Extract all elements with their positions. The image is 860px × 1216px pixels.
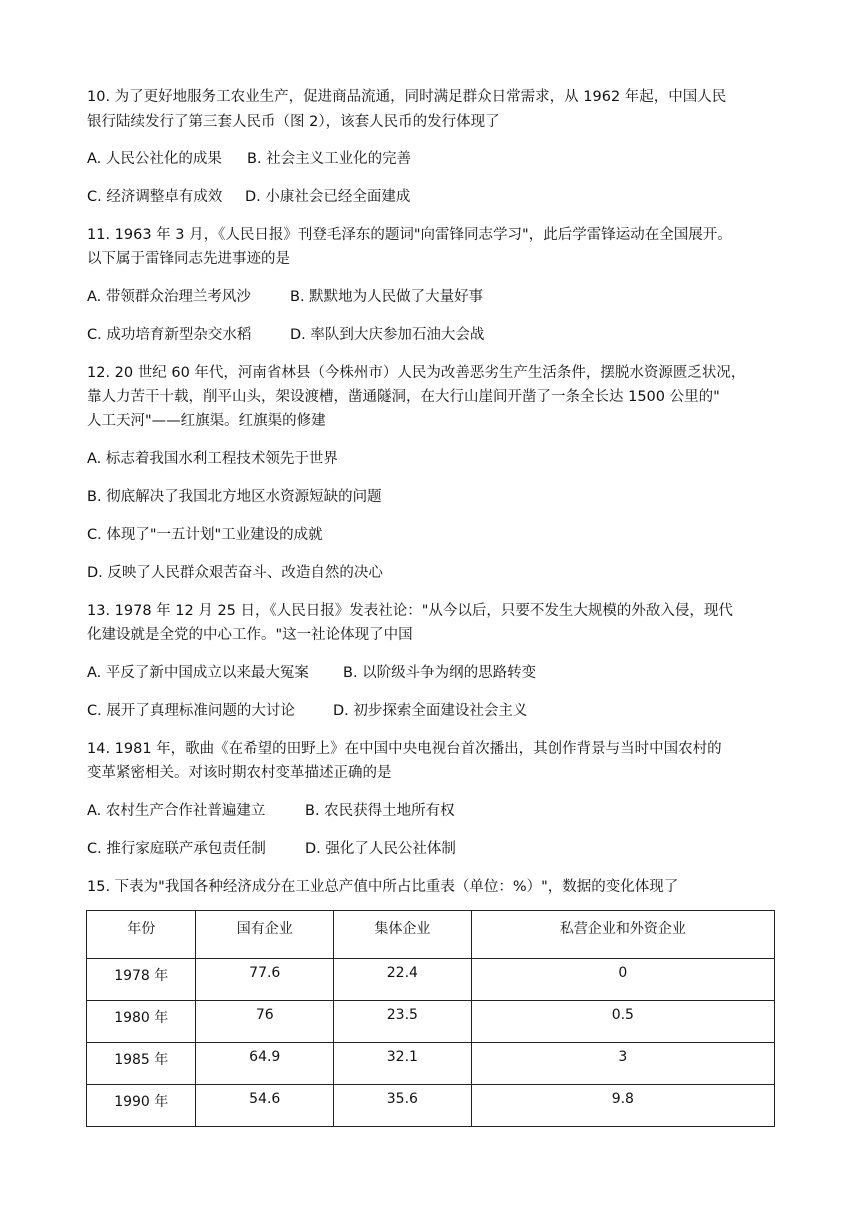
q12-option-d[interactable]: D. 反映了人民群众艰苦奋斗、改造自然的决心 bbox=[87, 565, 383, 581]
q11-stem-line1: 11. 1963 年 3 月，《人民日报》刊登毛泽东的题词"向雷锋同志学习"，此后学雷锋运动在全国展开。 bbox=[87, 227, 732, 243]
table-cell: 0.5 bbox=[471, 1001, 774, 1043]
q14-option-b[interactable]: B. 农民获得土地所有权 bbox=[305, 803, 455, 819]
table-header-state-owned: 国有企业 bbox=[196, 911, 334, 959]
table-cell: 77.6 bbox=[196, 959, 334, 1001]
q11-option-d[interactable]: D. 率队到大庆参加石油大会战 bbox=[290, 327, 485, 343]
q10-stem-line2: 银行陆续发行了第三套人民币（图 2），该套人民币的发行体现了 bbox=[87, 114, 500, 130]
table-cell: 0 bbox=[471, 959, 774, 1001]
table-row bbox=[87, 959, 775, 1001]
table-header-year: 年份 bbox=[87, 911, 196, 959]
table-row bbox=[87, 1085, 775, 1127]
q14-stem-line1: 14. 1981 年，歌曲《在希望的田野上》在中国中央电视台首次播出，其创作背景与当时中国农村的 bbox=[87, 741, 722, 757]
q13-option-b[interactable]: B. 以阶级斗争为纲的思路转变 bbox=[343, 665, 537, 681]
table-cell: 9.8 bbox=[471, 1085, 774, 1127]
table-cell: 1985 年 bbox=[87, 1043, 196, 1085]
table-cell: 1990 年 bbox=[87, 1085, 196, 1127]
q11-stem-line2: 以下属于雷锋同志先进事迹的是 bbox=[87, 251, 290, 267]
q13-stem-line1: 13. 1978 年 12 月 25 日，《人民日报》发表社论："从今以后，只要不发生大规模的外敌入侵，现代 bbox=[87, 603, 733, 619]
q14-option-d[interactable]: D. 强化了人民公社体制 bbox=[305, 841, 456, 857]
q12-stem-line1: 12. 20 世纪 60 年代，河南省林县（今株州市）人民为改善恶劣生产生活条件，摆脱水资源匮乏状况， bbox=[87, 365, 746, 381]
table-cell: 32.1 bbox=[334, 1043, 472, 1085]
q12-option-b[interactable]: B. 彻底解决了我国北方地区水资源短缺的问题 bbox=[87, 489, 382, 505]
q13-option-d[interactable]: D. 初步探索全面建设社会主义 bbox=[333, 703, 528, 719]
q12-option-a[interactable]: A. 标志着我国水利工程技术领先于世界 bbox=[87, 451, 338, 467]
q10-option-d[interactable]: D. 小康社会已经全面建成 bbox=[245, 189, 411, 205]
q12-stem-line3: 人工天河"——红旗渠。红旗渠的修建 bbox=[87, 413, 326, 429]
q12-option-c[interactable]: C. 体现了"一五计划"工业建设的成就 bbox=[87, 527, 323, 543]
table-cell: 1980 年 bbox=[87, 1001, 196, 1043]
q13-option-c[interactable]: C. 展开了真理标准问题的大讨论 bbox=[87, 703, 295, 719]
q13-option-a[interactable]: A. 平反了新中国成立以来最大冤案 bbox=[87, 665, 309, 681]
q11-option-c[interactable]: C. 成功培育新型杂交水稻 bbox=[87, 327, 252, 343]
q12-stem-line2: 靠人力苦干十载，削平山头，架设渡槽，凿通隧洞，在大行山崖间开凿了一条全长达 1500 公里的" bbox=[87, 389, 720, 405]
q14-stem-line2: 变革紧密相关。对该时期农村变革描述正确的是 bbox=[87, 765, 392, 781]
table-cell: 76 bbox=[196, 1001, 334, 1043]
table-row bbox=[87, 1001, 775, 1043]
table-header-collective: 集体企业 bbox=[334, 911, 472, 959]
table-cell: 64.9 bbox=[196, 1043, 334, 1085]
q14-option-a[interactable]: A. 农村生产合作社普遍建立 bbox=[87, 803, 266, 819]
q11-option-b[interactable]: B. 默默地为人民做了大量好事 bbox=[290, 289, 484, 305]
q15-stem-line1: 15. 下表为"我国各种经济成分在工业总产值中所占比重表（单位：%）"，数据的变化体现了 bbox=[87, 879, 679, 895]
q10-stem-line1: 10. 为了更好地服务工农业生产，促进商品流通，同时满足群众日常需求，从 1962 年起，中国人民 bbox=[87, 89, 727, 105]
q10-option-a[interactable]: A. 人民公社化的成果 bbox=[87, 151, 222, 167]
table-header-row bbox=[87, 911, 775, 959]
table-cell: 22.4 bbox=[334, 959, 472, 1001]
q14-option-c[interactable]: C. 推行家庭联产承包责任制 bbox=[87, 841, 266, 857]
table-cell: 23.5 bbox=[334, 1001, 472, 1043]
table-header-private-foreign: 私营企业和外资企业 bbox=[471, 911, 774, 959]
table-cell: 35.6 bbox=[334, 1085, 472, 1127]
table-cell: 54.6 bbox=[196, 1085, 334, 1127]
q10-option-c[interactable]: C. 经济调整卓有成效 bbox=[87, 189, 223, 205]
data-table bbox=[86, 910, 775, 1127]
table-cell: 1978 年 bbox=[87, 959, 196, 1001]
q13-stem-line2: 化建设就是全党的中心工作。"这一社论体现了中国 bbox=[87, 627, 413, 643]
table-row bbox=[87, 1043, 775, 1085]
q10-option-b[interactable]: B. 社会主义工业化的完善 bbox=[247, 151, 412, 167]
q11-option-a[interactable]: A. 带领群众治理兰考风沙 bbox=[87, 289, 251, 305]
table-cell: 3 bbox=[471, 1043, 774, 1085]
